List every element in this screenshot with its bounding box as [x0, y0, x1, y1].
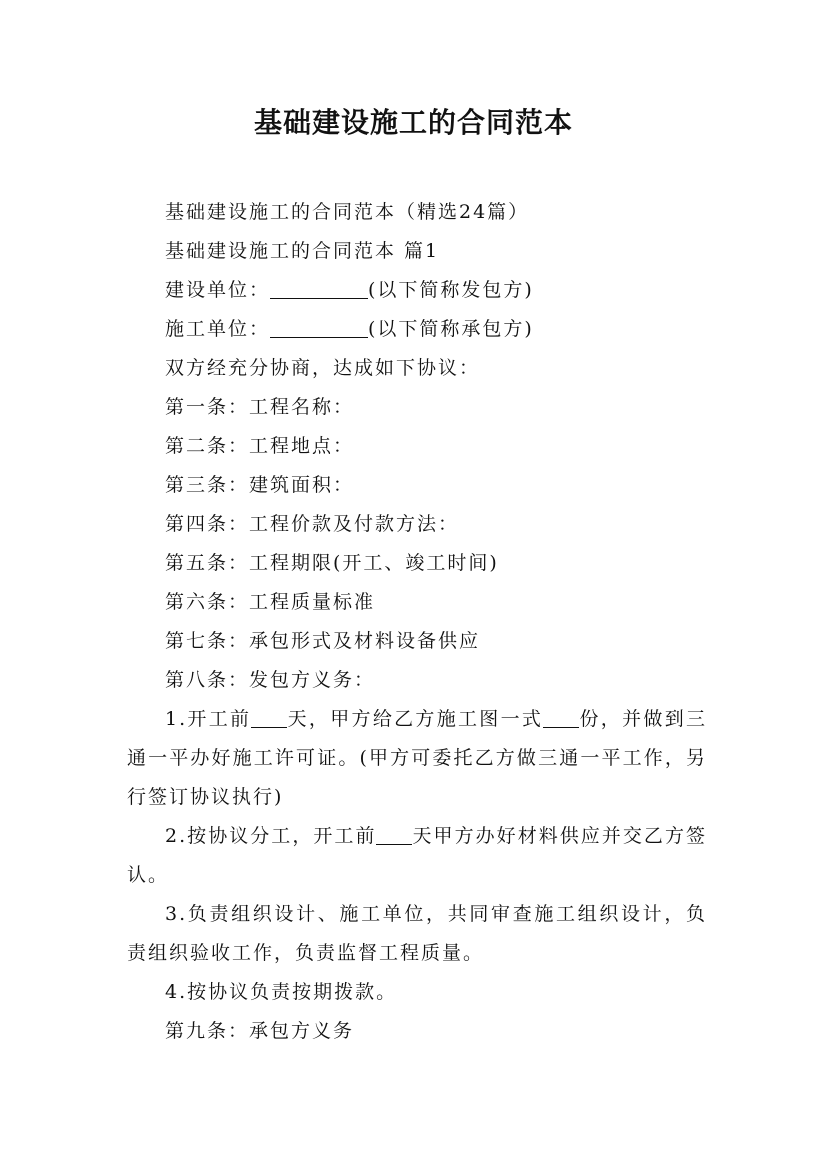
document-title: 基础建设施工的合同范本	[253, 106, 573, 139]
article-4: 第四条：工程价款及付款方法：	[165, 513, 460, 535]
article-8: 第八条：发包方义务：	[165, 669, 376, 691]
party-b-suffix: (以下简称承包方)	[368, 318, 534, 340]
item-1-part-a: 1.开工前	[165, 708, 252, 730]
item-3: 3.负责组织设计、施工单位，共同审查施工组织设计，负责组织验收工作，负责监督工程质量。	[127, 903, 707, 964]
intro-line: 基础建设施工的合同范本（精选24篇）	[165, 201, 530, 223]
section-heading: 基础建设施工的合同范本 篇1	[165, 240, 440, 262]
party-b-label: 施工单位：	[165, 318, 271, 340]
item-2-part-a: 2.按协议分工，开工前	[165, 825, 377, 847]
item-1-part-b: 天，甲方给乙方施工图一式	[287, 708, 544, 730]
party-a-label: 建设单位：	[165, 279, 271, 301]
article-3: 第三条：建筑面积：	[165, 474, 355, 496]
item-1-part-c: 份，并做到三通一平办好施工许可证。(甲方可委托乙方做三通一平工作，另行签订协议执行)	[127, 708, 707, 808]
party-b-line	[127, 310, 707, 349]
item-2-part-b: 天甲方办好材料供应并交乙方签认。	[127, 825, 707, 886]
item-1-blank-days	[251, 708, 287, 728]
article-6: 第六条：工程质量标准	[165, 591, 376, 613]
item-2	[127, 817, 707, 895]
party-a-suffix: (以下简称发包方)	[368, 279, 534, 301]
article-7: 第七条：承包形式及材料设备供应	[165, 630, 481, 652]
document-body	[127, 193, 707, 1051]
item-1-blank-copies	[543, 708, 579, 728]
item-1	[127, 700, 707, 817]
agreement-line: 双方经充分协商，达成如下协议：	[165, 357, 481, 379]
article-1: 第一条：工程名称：	[165, 396, 355, 418]
party-a-blank	[270, 279, 368, 299]
article-9: 第九条：承包方义务	[165, 1020, 355, 1042]
party-a-line	[127, 271, 707, 310]
item-2-blank-days	[376, 825, 412, 845]
article-5: 第五条：工程期限(开工、竣工时间)	[165, 552, 499, 574]
party-b-blank	[270, 318, 368, 338]
item-4: 4.按协议负责按期拨款。	[165, 981, 398, 1003]
article-2: 第二条：工程地点：	[165, 435, 355, 457]
